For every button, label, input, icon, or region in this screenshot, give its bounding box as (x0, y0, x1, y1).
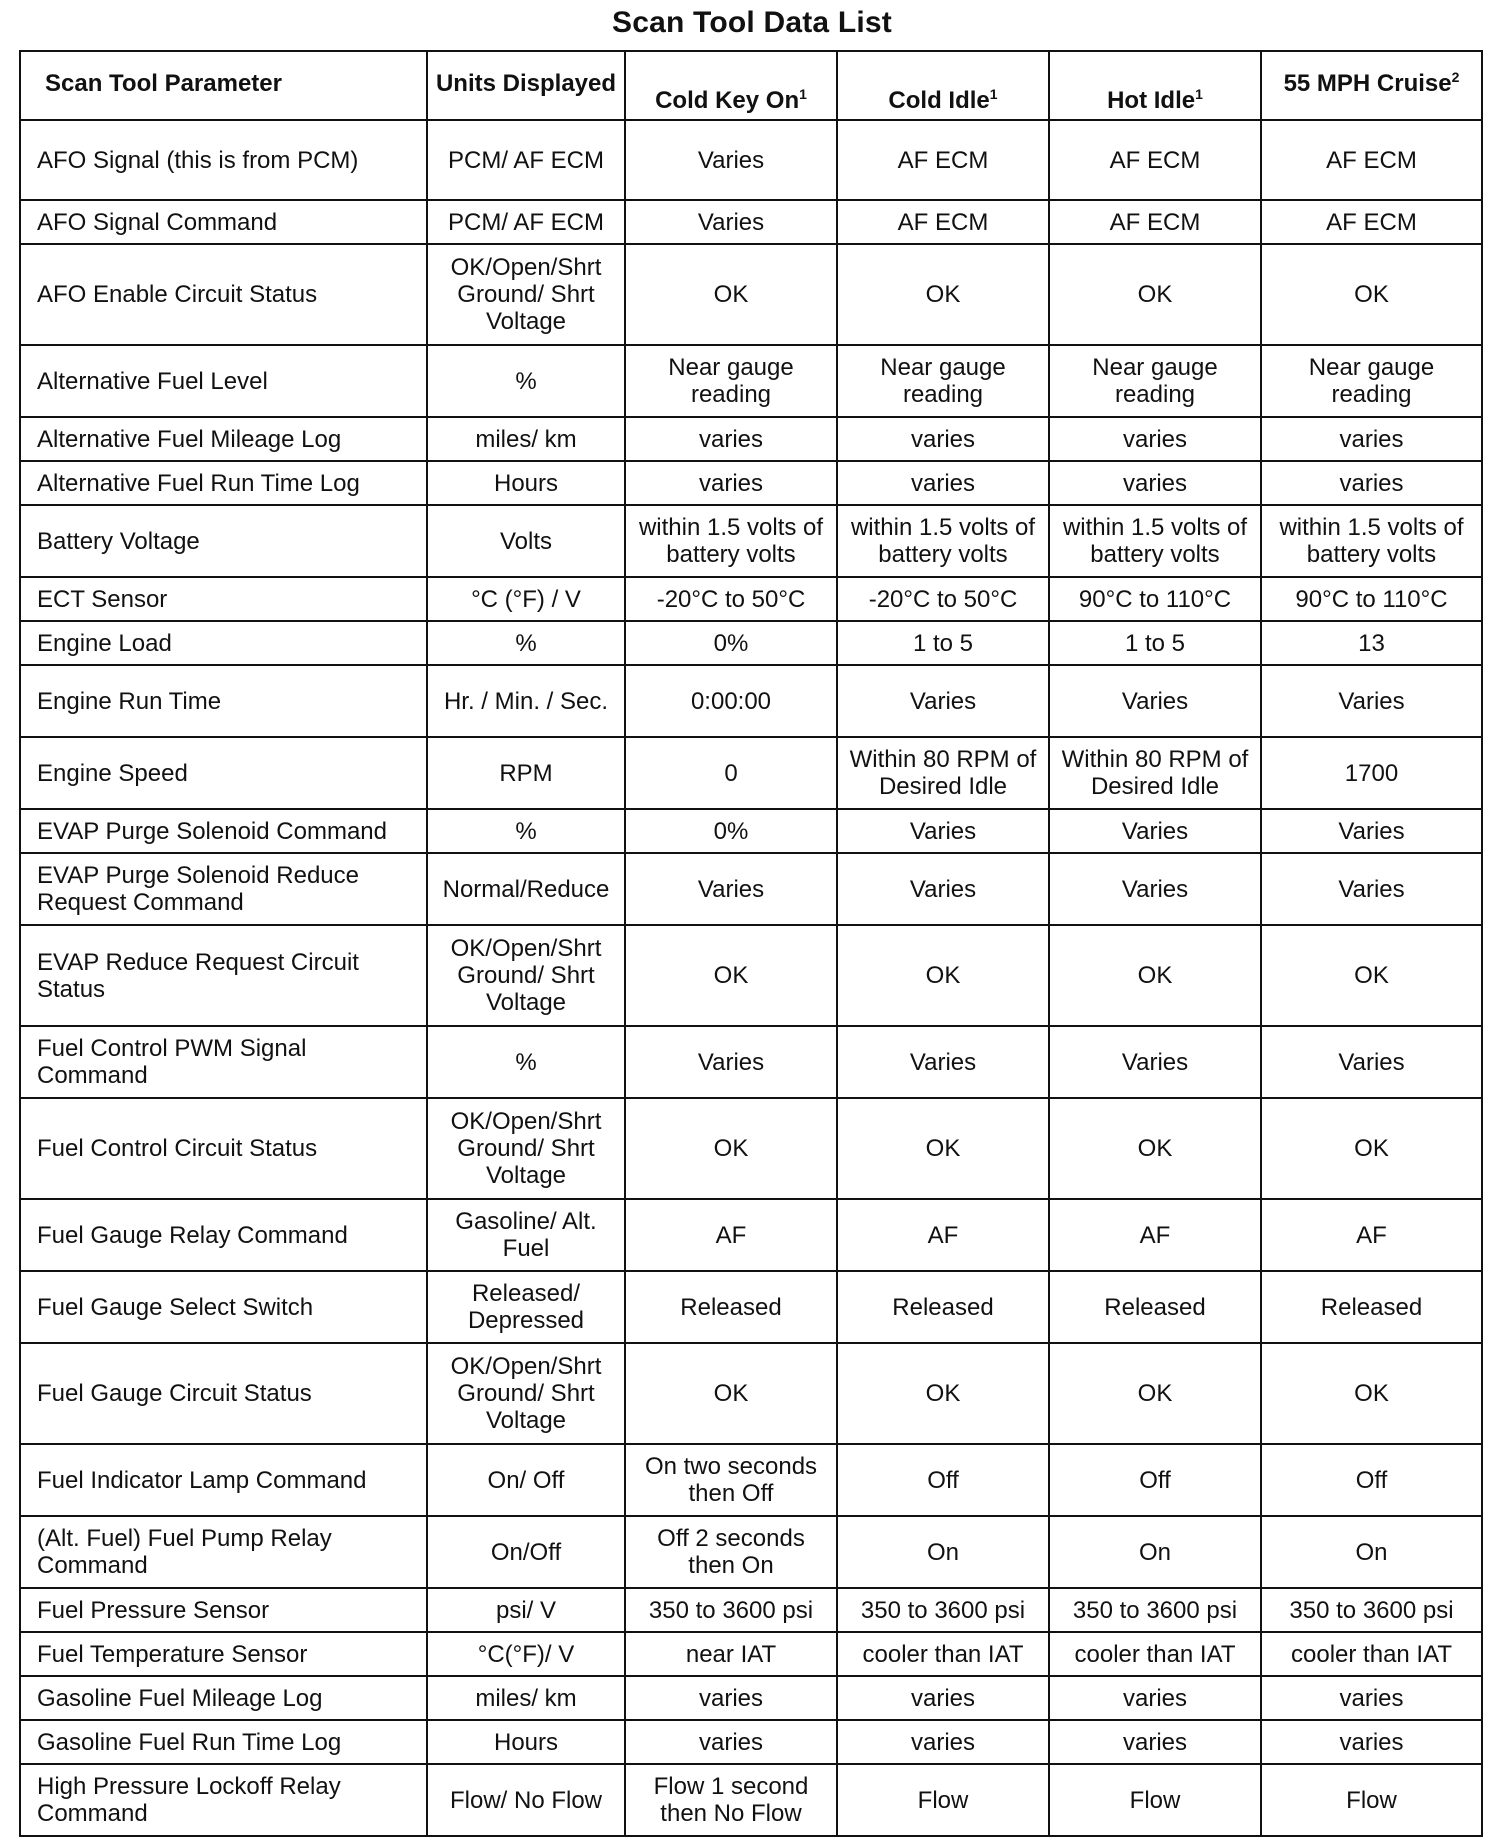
value-cell: Varies (837, 665, 1049, 737)
value-cell: varies (625, 461, 837, 505)
parameter-cell: High Pressure Lockoff Relay Command (20, 1764, 427, 1836)
value-cell: On (1261, 1516, 1482, 1588)
value-cell: cooler than IAT (1261, 1632, 1482, 1676)
value-cell: Released (1261, 1271, 1482, 1343)
value-cell: 350 to 3600 psi (1049, 1588, 1261, 1632)
value-cell: varies (1049, 461, 1261, 505)
value-cell: varies (625, 417, 837, 461)
value-cell: OK (837, 1343, 1049, 1444)
table-row (20, 1026, 1482, 1098)
value-cell: OK (625, 244, 837, 345)
units-cell: % (427, 1026, 625, 1098)
value-cell: Varies (1049, 1026, 1261, 1098)
value-cell: AF ECM (837, 200, 1049, 244)
value-cell: Varies (625, 200, 837, 244)
value-cell: varies (625, 1676, 837, 1720)
value-cell: Near gauge reading (625, 345, 837, 417)
value-cell: Released (1049, 1271, 1261, 1343)
units-cell: Hours (427, 1720, 625, 1764)
value-cell: OK (1261, 1098, 1482, 1199)
value-cell: OK (837, 1098, 1049, 1199)
parameter-cell: Fuel Control Circuit Status (20, 1098, 427, 1199)
value-cell: varies (1261, 417, 1482, 461)
units-cell: Volts (427, 505, 625, 577)
column-header: Hot Idle$^1$ (1049, 51, 1261, 120)
table-row (20, 505, 1482, 577)
column-header: Cold Key On$^1$ (625, 51, 837, 120)
value-cell: 1 to 5 (837, 621, 1049, 665)
parameter-cell: Alternative Fuel Run Time Log (20, 461, 427, 505)
header-row (20, 51, 1482, 120)
value-cell: Off 2 seconds then On (625, 1516, 837, 1588)
table-row (20, 1343, 1482, 1444)
value-cell: AF (1261, 1199, 1482, 1271)
value-cell: varies (837, 1676, 1049, 1720)
parameter-cell: Fuel Gauge Select Switch (20, 1271, 427, 1343)
table-row (20, 1199, 1482, 1271)
value-cell: Within 80 RPM of Desired Idle (837, 737, 1049, 809)
value-cell: cooler than IAT (1049, 1632, 1261, 1676)
units-cell: OK/Open/Shrt Ground/ Shrt Voltage (427, 1098, 625, 1199)
value-cell: Off (837, 1444, 1049, 1516)
value-cell: 13 (1261, 621, 1482, 665)
value-cell: Varies (1049, 809, 1261, 853)
value-cell: OK (837, 244, 1049, 345)
value-cell: Varies (837, 1026, 1049, 1098)
value-cell: cooler than IAT (837, 1632, 1049, 1676)
value-cell: Flow (1049, 1764, 1261, 1836)
parameter-cell: Fuel Gauge Circuit Status (20, 1343, 427, 1444)
column-header: Scan Tool Parameter (20, 51, 427, 120)
value-cell: AF ECM (1049, 120, 1261, 200)
value-cell: Near gauge reading (837, 345, 1049, 417)
table-row (20, 244, 1482, 345)
table-row (20, 461, 1482, 505)
parameter-cell: EVAP Purge Solenoid Command (20, 809, 427, 853)
page-title: Scan Tool Data List (612, 6, 892, 39)
value-cell: 0% (625, 621, 837, 665)
value-cell: OK (1261, 925, 1482, 1026)
parameter-cell: Engine Load (20, 621, 427, 665)
table-row (20, 1676, 1482, 1720)
value-cell: OK (625, 1343, 837, 1444)
value-cell: Released (625, 1271, 837, 1343)
footnote-marker: 1 (799, 86, 807, 102)
parameter-cell: AFO Enable Circuit Status (20, 244, 427, 345)
column-header: Cold Idle$^1$ (837, 51, 1049, 120)
units-cell: PCM/ AF ECM (427, 200, 625, 244)
units-cell: OK/Open/Shrt Ground/ Shrt Voltage (427, 1343, 625, 1444)
units-cell: °C(°F)/ V (427, 1632, 625, 1676)
value-cell: varies (1049, 1676, 1261, 1720)
column-header: 55 MPH Cruise$^2$ (1261, 51, 1482, 120)
units-cell: % (427, 345, 625, 417)
value-cell: Varies (1261, 809, 1482, 853)
value-cell: Near gauge reading (1261, 345, 1482, 417)
parameter-cell: Engine Run Time (20, 665, 427, 737)
table-row (20, 1764, 1482, 1836)
table-row (20, 925, 1482, 1026)
table-row (20, 1588, 1482, 1632)
value-cell: Off (1049, 1444, 1261, 1516)
value-cell: Flow 1 second then No Flow (625, 1764, 837, 1836)
units-cell: RPM (427, 737, 625, 809)
value-cell: Varies (1261, 853, 1482, 925)
value-cell: Varies (837, 809, 1049, 853)
parameter-cell: Fuel Control PWM Signal Command (20, 1026, 427, 1098)
value-cell: Varies (837, 853, 1049, 925)
parameter-cell: Fuel Gauge Relay Command (20, 1199, 427, 1271)
value-cell: OK (1261, 1343, 1482, 1444)
parameter-cell: Fuel Pressure Sensor (20, 1588, 427, 1632)
parameter-cell: Gasoline Fuel Run Time Log (20, 1720, 427, 1764)
units-cell: miles/ km (427, 1676, 625, 1720)
parameter-cell: EVAP Purge Solenoid Reduce Request Command (20, 853, 427, 925)
value-cell: -20°C to 50°C (837, 577, 1049, 621)
units-cell: OK/Open/Shrt Ground/ Shrt Voltage (427, 925, 625, 1026)
value-cell: 350 to 3600 psi (625, 1588, 837, 1632)
units-cell: On/Off (427, 1516, 625, 1588)
parameter-cell: (Alt. Fuel) Fuel Pump Relay Command (20, 1516, 427, 1588)
value-cell: AF ECM (837, 120, 1049, 200)
value-cell: Flow (1261, 1764, 1482, 1836)
units-cell: Flow/ No Flow (427, 1764, 625, 1836)
value-cell: Varies (1261, 1026, 1482, 1098)
value-cell: Varies (625, 853, 837, 925)
value-cell: On (837, 1516, 1049, 1588)
value-cell: varies (1261, 1676, 1482, 1720)
value-cell: On two seconds then Off (625, 1444, 837, 1516)
value-cell: 0:00:00 (625, 665, 837, 737)
table-row (20, 200, 1482, 244)
value-cell: On (1049, 1516, 1261, 1588)
value-cell: varies (1261, 1720, 1482, 1764)
units-cell: °C (°F) / V (427, 577, 625, 621)
value-cell: AF (837, 1199, 1049, 1271)
table-row (20, 120, 1482, 200)
value-cell: varies (625, 1720, 837, 1764)
footnote-marker: 2 (1451, 69, 1460, 85)
parameter-cell: Engine Speed (20, 737, 427, 809)
parameter-cell: EVAP Reduce Request Circuit Status (20, 925, 427, 1026)
value-cell: AF ECM (1261, 200, 1482, 244)
units-cell: % (427, 621, 625, 665)
value-cell: varies (837, 1720, 1049, 1764)
units-cell: Hours (427, 461, 625, 505)
scan-tool-data-table (19, 50, 1483, 1837)
value-cell: varies (1049, 1720, 1261, 1764)
parameter-cell: AFO Signal (this is from PCM) (20, 120, 427, 200)
units-cell: Hr. / Min. / Sec. (427, 665, 625, 737)
value-cell: 350 to 3600 psi (837, 1588, 1049, 1632)
value-cell: Varies (1261, 665, 1482, 737)
units-cell: psi/ V (427, 1588, 625, 1632)
table-row (20, 853, 1482, 925)
table-row (20, 1271, 1482, 1343)
value-cell: Varies (625, 1026, 837, 1098)
table-body (20, 120, 1482, 1836)
value-cell: near IAT (625, 1632, 837, 1676)
table-row (20, 345, 1482, 417)
units-cell: % (427, 809, 625, 853)
value-cell: 350 to 3600 psi (1261, 1588, 1482, 1632)
value-cell: OK (1049, 925, 1261, 1026)
value-cell: AF ECM (1049, 200, 1261, 244)
value-cell: AF ECM (1261, 120, 1482, 200)
parameter-cell: ECT Sensor (20, 577, 427, 621)
parameter-cell: Fuel Indicator Lamp Command (20, 1444, 427, 1516)
units-cell: miles/ km (427, 417, 625, 461)
value-cell: 0 (625, 737, 837, 809)
value-cell: 0% (625, 809, 837, 853)
value-cell: varies (1261, 461, 1482, 505)
units-cell: PCM/ AF ECM (427, 120, 625, 200)
table-row (20, 577, 1482, 621)
value-cell: Varies (1049, 665, 1261, 737)
column-header: Units Displayed (427, 51, 625, 120)
table-row (20, 665, 1482, 737)
value-cell: Near gauge reading (1049, 345, 1261, 417)
table-row (20, 1632, 1482, 1676)
units-cell: OK/Open/Shrt Ground/ Shrt Voltage (427, 244, 625, 345)
value-cell: OK (1261, 244, 1482, 345)
value-cell: 1 to 5 (1049, 621, 1261, 665)
value-cell: Varies (625, 120, 837, 200)
value-cell: Within 80 RPM of Desired Idle (1049, 737, 1261, 809)
value-cell: Varies (1049, 853, 1261, 925)
table-row (20, 1516, 1482, 1588)
units-cell: Normal/Reduce (427, 853, 625, 925)
parameter-cell: Gasoline Fuel Mileage Log (20, 1676, 427, 1720)
parameter-cell: Alternative Fuel Mileage Log (20, 417, 427, 461)
value-cell: 90°C to 110°C (1049, 577, 1261, 621)
value-cell: varies (837, 461, 1049, 505)
value-cell: varies (837, 417, 1049, 461)
value-cell: -20°C to 50°C (625, 577, 837, 621)
table-row (20, 417, 1482, 461)
value-cell: OK (1049, 1098, 1261, 1199)
value-cell: AF (625, 1199, 837, 1271)
value-cell: within 1.5 volts of battery volts (1261, 505, 1482, 577)
table-row (20, 1720, 1482, 1764)
value-cell: within 1.5 volts of battery volts (837, 505, 1049, 577)
units-cell: Gasoline/ Alt. Fuel (427, 1199, 625, 1271)
value-cell: OK (625, 925, 837, 1026)
value-cell: within 1.5 volts of battery volts (625, 505, 837, 577)
value-cell: OK (837, 925, 1049, 1026)
parameter-cell: Alternative Fuel Level (20, 345, 427, 417)
value-cell: Released (837, 1271, 1049, 1343)
value-cell: Flow (837, 1764, 1049, 1836)
footnote-marker: 1 (989, 86, 998, 102)
value-cell: within 1.5 volts of battery volts (1049, 505, 1261, 577)
units-cell: On/ Off (427, 1444, 625, 1516)
units-cell: Released/ Depressed (427, 1271, 625, 1343)
value-cell: 1700 (1261, 737, 1482, 809)
footnote-marker: 1 (1195, 86, 1203, 102)
value-cell: AF (1049, 1199, 1261, 1271)
table-row (20, 1444, 1482, 1516)
table-row (20, 1098, 1482, 1199)
value-cell: varies (1049, 417, 1261, 461)
value-cell: OK (625, 1098, 837, 1199)
parameter-cell: Fuel Temperature Sensor (20, 1632, 427, 1676)
table-row (20, 809, 1482, 853)
table-row (20, 737, 1482, 809)
parameter-cell: Battery Voltage (20, 505, 427, 577)
value-cell: Off (1261, 1444, 1482, 1516)
value-cell: OK (1049, 244, 1261, 345)
parameter-cell: AFO Signal Command (20, 200, 427, 244)
value-cell: 90°C to 110°C (1261, 577, 1482, 621)
value-cell: OK (1049, 1343, 1261, 1444)
table-row (20, 621, 1482, 665)
